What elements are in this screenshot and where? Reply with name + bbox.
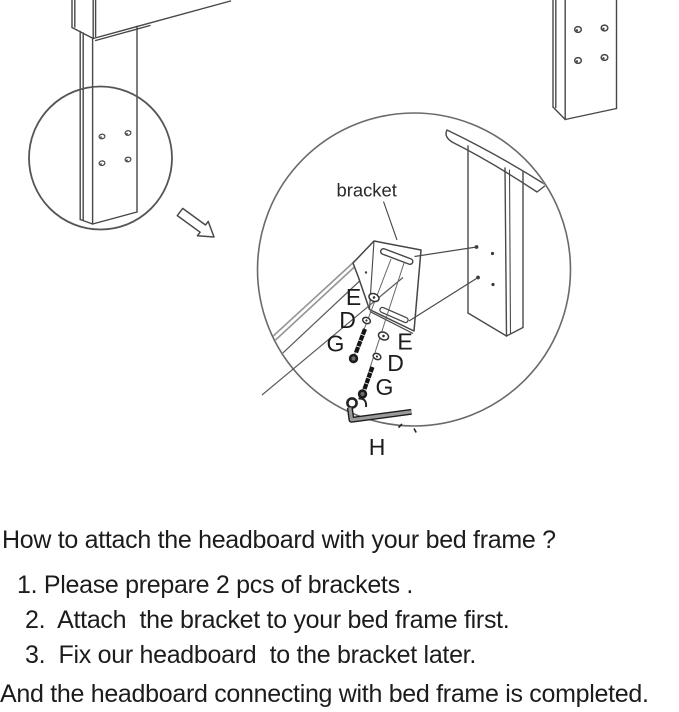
zoom-source-circle [29, 87, 172, 230]
spring-washer-1 [362, 316, 372, 324]
bed-frame-leg-holes [575, 25, 608, 63]
spring-washer-2 [372, 352, 382, 360]
detail-leg-holes [475, 245, 495, 286]
instruction-step-1: 1. Please prepare 2 pcs of brackets . [17, 571, 414, 599]
label-washer-1: E [345, 284, 362, 310]
headboard-leg-holes [99, 130, 132, 166]
instructions-heading: How to attach the headboard with your bed frame ? [2, 526, 556, 554]
magnify-arrow-icon [177, 208, 214, 237]
label-spring-washer-2: D [387, 350, 404, 376]
label-spring-washer-1: D [339, 307, 356, 333]
instructions-closing: And the headboard connecting with bed frame is completed. [0, 680, 649, 708]
headboard-corner-drawing [72, 0, 231, 224]
bed-rail-cap [446, 130, 546, 192]
label-bolt-1: G [326, 330, 345, 357]
label-bolt-2: G [375, 374, 394, 400]
label-washer-2: E [397, 328, 413, 355]
bolt-2 [358, 367, 373, 399]
instruction-step-3: 3. Fix our headboard to the bracket later. [25, 641, 476, 669]
bracket-label: bracket [336, 179, 397, 201]
bracket-leader-line [384, 202, 398, 241]
instruction-step-2: 2. Attach the bracket to your bed frame first. [25, 606, 510, 634]
label-allen-key: H [368, 434, 386, 460]
bolt-1 [349, 329, 365, 363]
